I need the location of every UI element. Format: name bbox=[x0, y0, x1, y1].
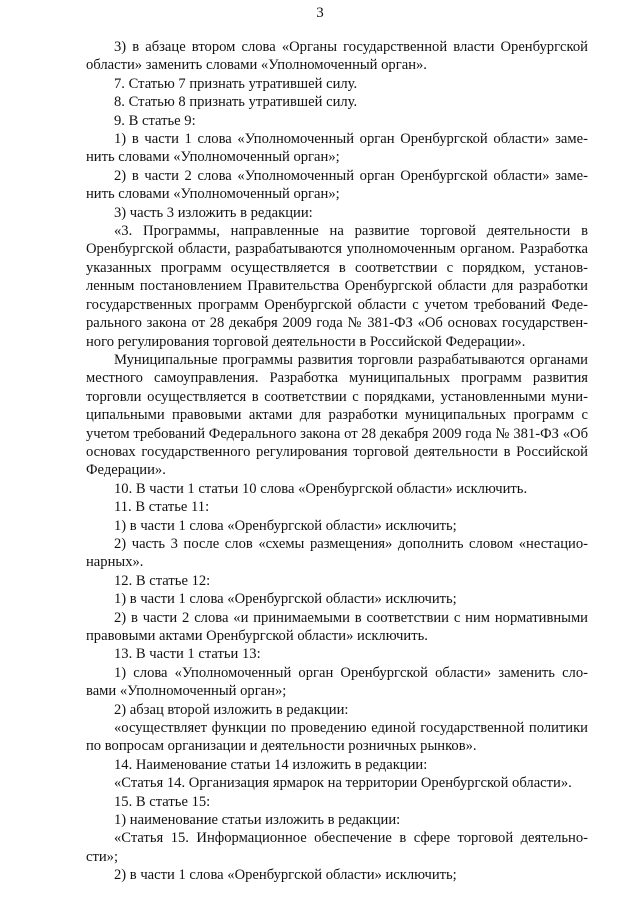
paragraph-item-11-1: 1) в части 1 слова «Оренбургской области» исключить; bbox=[114, 517, 457, 534]
paragraph-quote-functions: «осуществляет функции по проведению единой государственной политики по вопросам организации и деятельности розничных рынков». bbox=[86, 720, 588, 755]
paragraph-item-13: 13. В части 1 статьи 13: bbox=[114, 646, 261, 663]
paragraph-quote-article-15: «Статья 15. Информационное обеспечение в сфере торговой деятельности»; bbox=[86, 830, 588, 865]
paragraph-quote-article-14: «Статья 14. Организация ярмарок на территории Оренбургской области». bbox=[114, 775, 572, 792]
paragraph-item-15-1: 1) наименование статьи изложить в редакции: bbox=[114, 812, 401, 829]
paragraph-item-11: 11. В статье 11: bbox=[114, 499, 210, 516]
paragraph-item-12-1: 1) в части 1 слова «Оренбургской области» исключить; bbox=[114, 591, 457, 608]
paragraph-item-9-3: 3) часть 3 изложить в редакции: bbox=[114, 204, 313, 221]
paragraph-item-15: 15. В статье 15: bbox=[114, 793, 211, 810]
paragraph-item-7: 7. Статью 7 признать утратившей силу. bbox=[114, 75, 358, 92]
paragraph-item-12: 12. В статье 12: bbox=[114, 572, 211, 589]
paragraph-item-9-1: 1) в части 1 слова «Уполномоченный орган Оренбургской области» заменить словами «Уполномоченный орган»; bbox=[86, 131, 588, 166]
paragraph-municipal-programs: Муниципальные программы развития торговли разрабатываются органами местного самоуправления. Разработка муниципальных программ развития торговли осуществляется в соответствии с порядками, установленными муниципальными правовыми актами для разработки муниципальных программ с учетом требований Федерального закона от 28 декабря 2009 года № 381-ФЗ «Об основах государственного регулирования торговой деятельности в Российской Федерации». bbox=[86, 351, 588, 479]
paragraph-amend-3: 3) в абзаце втором слова «Органы государственной власти Оренбургской области» заменить словами «Уполномоченный орган». bbox=[86, 39, 588, 74]
paragraph-item-13-1: 1) слова «Уполномоченный орган Оренбургской области» заменить словами «Уполномоченный орган»; bbox=[86, 664, 588, 700]
page-number: 3 bbox=[316, 5, 324, 21]
paragraph-item-15-2: 2) в части 1 слова «Оренбургской области» исключить; bbox=[114, 867, 457, 884]
paragraph-item-13-2: 2) абзац второй изложить в редакции: bbox=[114, 701, 349, 718]
paragraph-item-9-2: 2) в части 2 слова «Уполномоченный орган Оренбургской области» заменить словами «Уполномоченный орган»; bbox=[86, 167, 588, 203]
paragraph-item-9: 9. В статье 9: bbox=[114, 112, 196, 129]
paragraph-item-11-2: 2) часть 3 после слов «схемы размещения» дополнить словом «нестационарных». bbox=[86, 535, 588, 571]
paragraph-item-8: 8. Статью 8 признать утратившей силу. bbox=[114, 94, 358, 111]
paragraph-item-10: 10. В части 1 статьи 10 слова «Оренбургской области» исключить. bbox=[114, 480, 528, 497]
document-body bbox=[86, 38, 588, 885]
paragraph-item-12-2: 2) в части 2 слова «и принимаемыми в соответствии с ним нормативными правовыми актами Оренбургской области» исключить. bbox=[86, 609, 588, 644]
paragraph-quote-programs: «3. Программы, направленные на развитие торговой деятельности в Оренбургской области, разрабатываются уполномоченным органом. Разработка указанных программ осуществляется в соответствии с порядком, установленным постановлением Правительства Оренбургской области для разработки государственных программ Оренбургской области с учетом требований Федерального закона от 28 декабря 2009 года № 381-ФЗ «Об основах государственного регулирования торговой деятельности в Российской Федерации». bbox=[86, 223, 588, 350]
paragraph-item-14: 14. Наименование статьи 14 изложить в редакции: bbox=[114, 756, 428, 773]
